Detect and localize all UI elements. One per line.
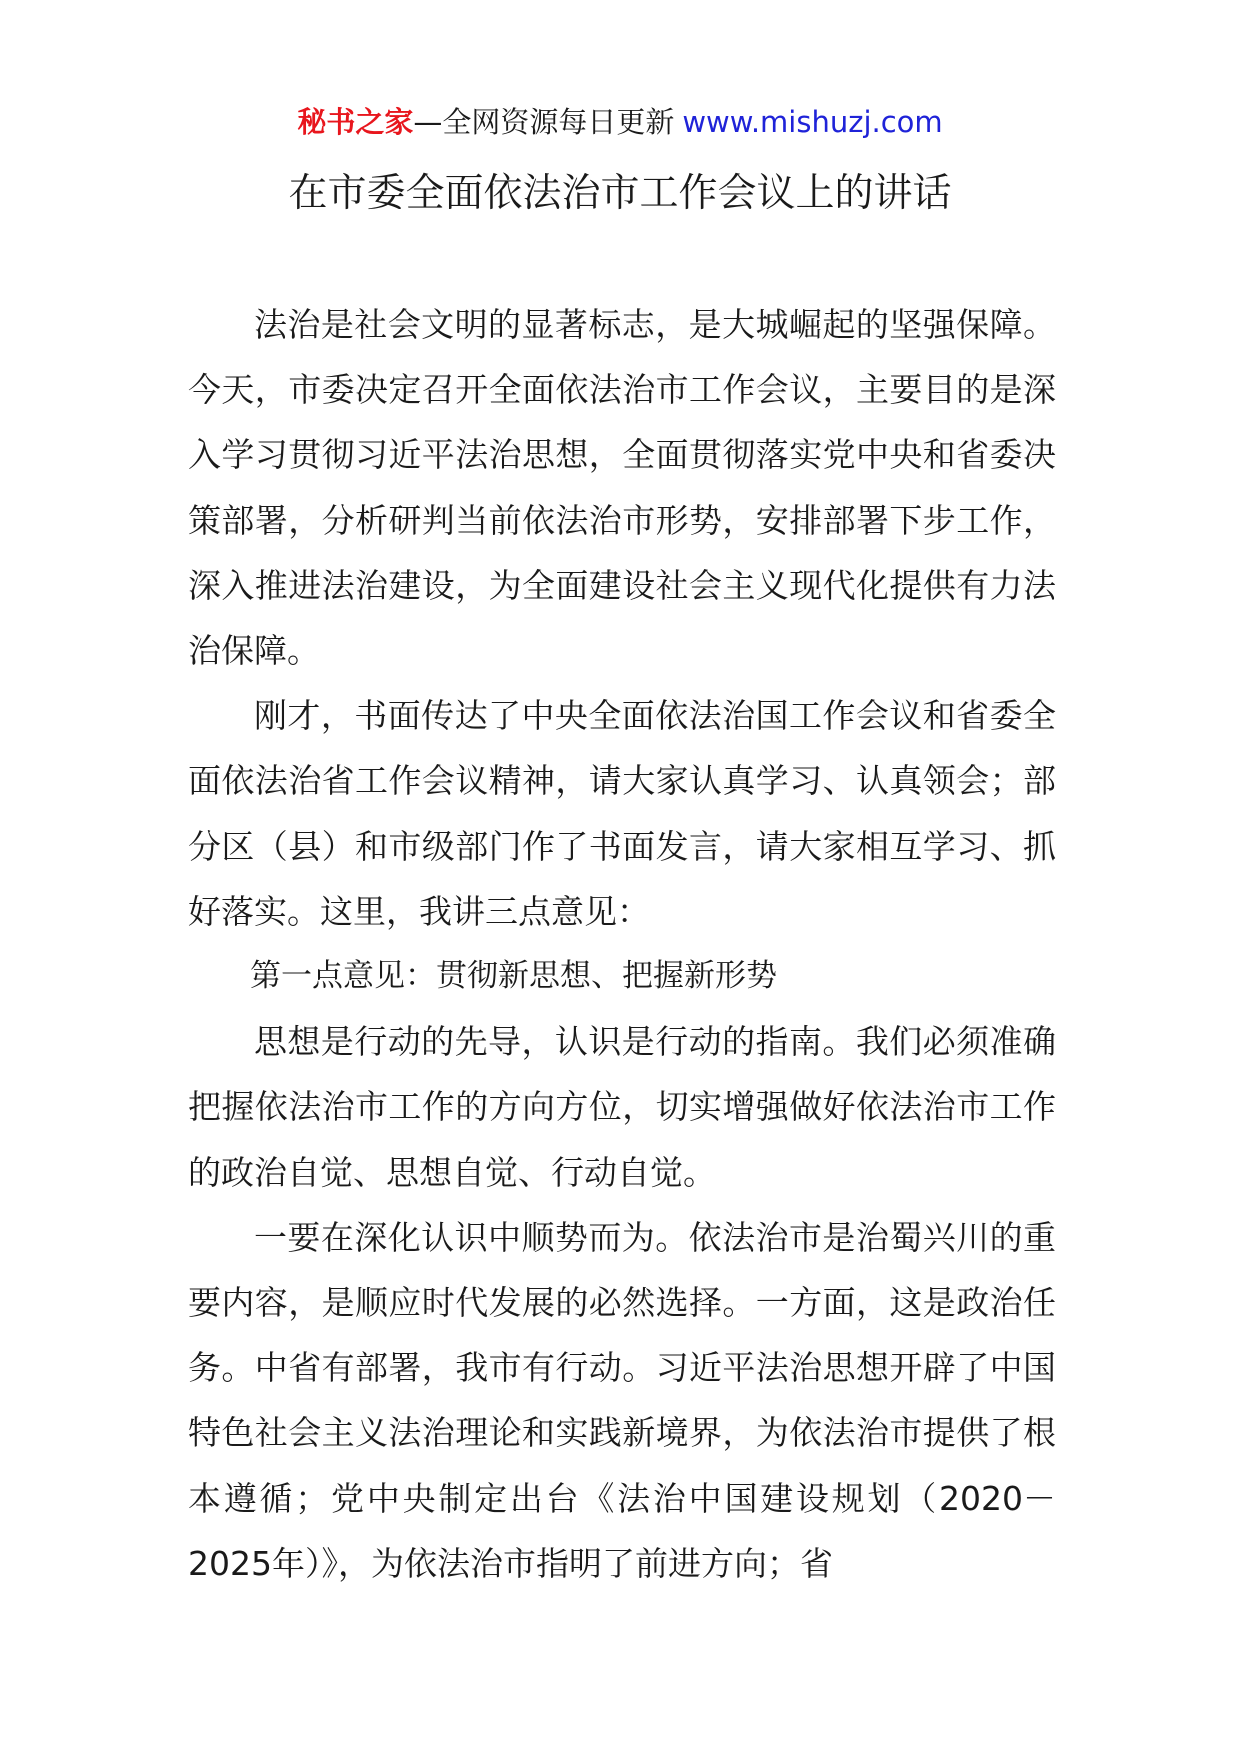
- paragraph: 刚才，书面传达了中央全面依法治国工作会议和省委全面依法治省工作会议精神，请大家认真学习、认真领会；部分区（县）和市级部门作了书面发言，请大家相互学习、抓好落实。这里，我讲三点意见：: [188, 696, 1056, 931]
- site-url-link[interactable]: www.mishuzj.com: [682, 105, 943, 139]
- brand-name: 秘书之家: [297, 105, 414, 139]
- site-header: [0, 100, 1240, 144]
- section-heading: 第一点意见：贯彻新思想、把握新形势: [250, 958, 777, 995]
- document-body: [188, 292, 1056, 1596]
- paragraph: 法治是社会文明的显著标志，是大城崛起的坚强保障。今天，市委决定召开全面依法治市工作会议，主要目的是深入学习贯彻习近平法治思想，全面贯彻落实党中央和省委决策部署，分析研判当前依法治市形势，安排部署下步工作，深入推进法治建设，为全面建设社会主义现代化提供有力法治保障。: [188, 305, 1056, 671]
- document-title: 在市委全面依法治市工作会议上的讲话: [288, 171, 952, 216]
- paragraph: 思想是行动的先导，认识是行动的指南。我们必须准确把握依法治市工作的方向方位，切实增强做好依法治市工作的政治自觉、思想自觉、行动自觉。: [188, 1022, 1056, 1192]
- paragraph: 一要在深化认识中顺势而为。依法治市是治蜀兴川的重要内容，是顺应时代发展的必然选择。一方面，这是政治任务。中省有部署，我市有行动。习近平法治思想开辟了中国特色社会主义法治理论和实践新境界，为依法治市提供了根本遵循；党中央制定出台《法治中国建设规划（2020－2025年）》，为依法治市指明了前进方向；省: [188, 1217, 1056, 1583]
- header-slogan: —全网资源每日更新: [413, 105, 675, 139]
